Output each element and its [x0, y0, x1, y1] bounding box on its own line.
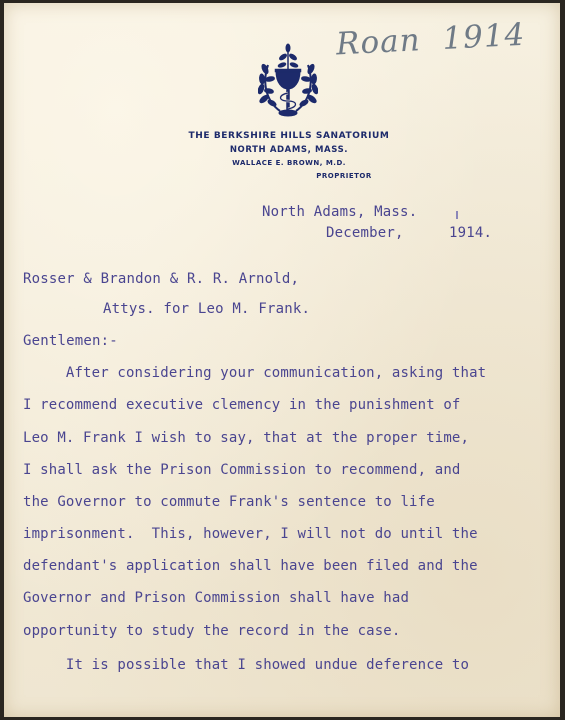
annotation-year: 1914	[441, 16, 527, 57]
letter-page	[4, 3, 560, 717]
salutation: Gentlemen:-	[23, 333, 118, 349]
letterhead-location: NORTH ADAMS, MASS.	[229, 145, 349, 155]
body-line: Leo M. Frank I wish to say, that at the proper time,	[23, 430, 470, 446]
dateline-year: 1914.	[449, 225, 493, 241]
body-line: defendant's application shall have been filed and the	[23, 558, 478, 574]
letterhead	[154, 129, 424, 183]
dateline-month: December,	[326, 225, 404, 241]
annotation-name: Roan	[335, 22, 422, 63]
letterhead-title: PROPRIETOR	[316, 172, 372, 180]
body-line: I shall ask the Prison Commission to recommend, and	[23, 462, 461, 478]
pencil-annotation	[335, 15, 548, 62]
stray-typewriter-mark	[456, 211, 458, 219]
body-line: opportunity to study the record in the case.	[23, 623, 401, 639]
recipient-role: Attys. for Leo M. Frank.	[103, 301, 311, 317]
body-line: Governor and Prison Commission shall have had	[23, 590, 410, 606]
letterhead-doctor: WALLACE E. BROWN, M.D.	[232, 159, 346, 167]
body-line: I recommend executive clemency in the punishment of	[23, 397, 461, 413]
letterhead-institution: THE BERKSHIRE HILLS SANATORIUM	[188, 131, 390, 141]
body-line: After considering your communication, asking that	[23, 365, 487, 381]
caduceus-laurel-logo-icon	[258, 43, 318, 121]
body-line: the Governor to commute Frank's sentence to life	[23, 494, 435, 510]
dateline-place: North Adams, Mass.	[262, 204, 418, 220]
body-line: It is possible that I showed undue deference to	[23, 657, 470, 673]
body-line: imprisonment. This, however, I will not do until the	[23, 526, 478, 542]
recipient-names: Rosser & Brandon & R. R. Arnold,	[23, 271, 300, 287]
